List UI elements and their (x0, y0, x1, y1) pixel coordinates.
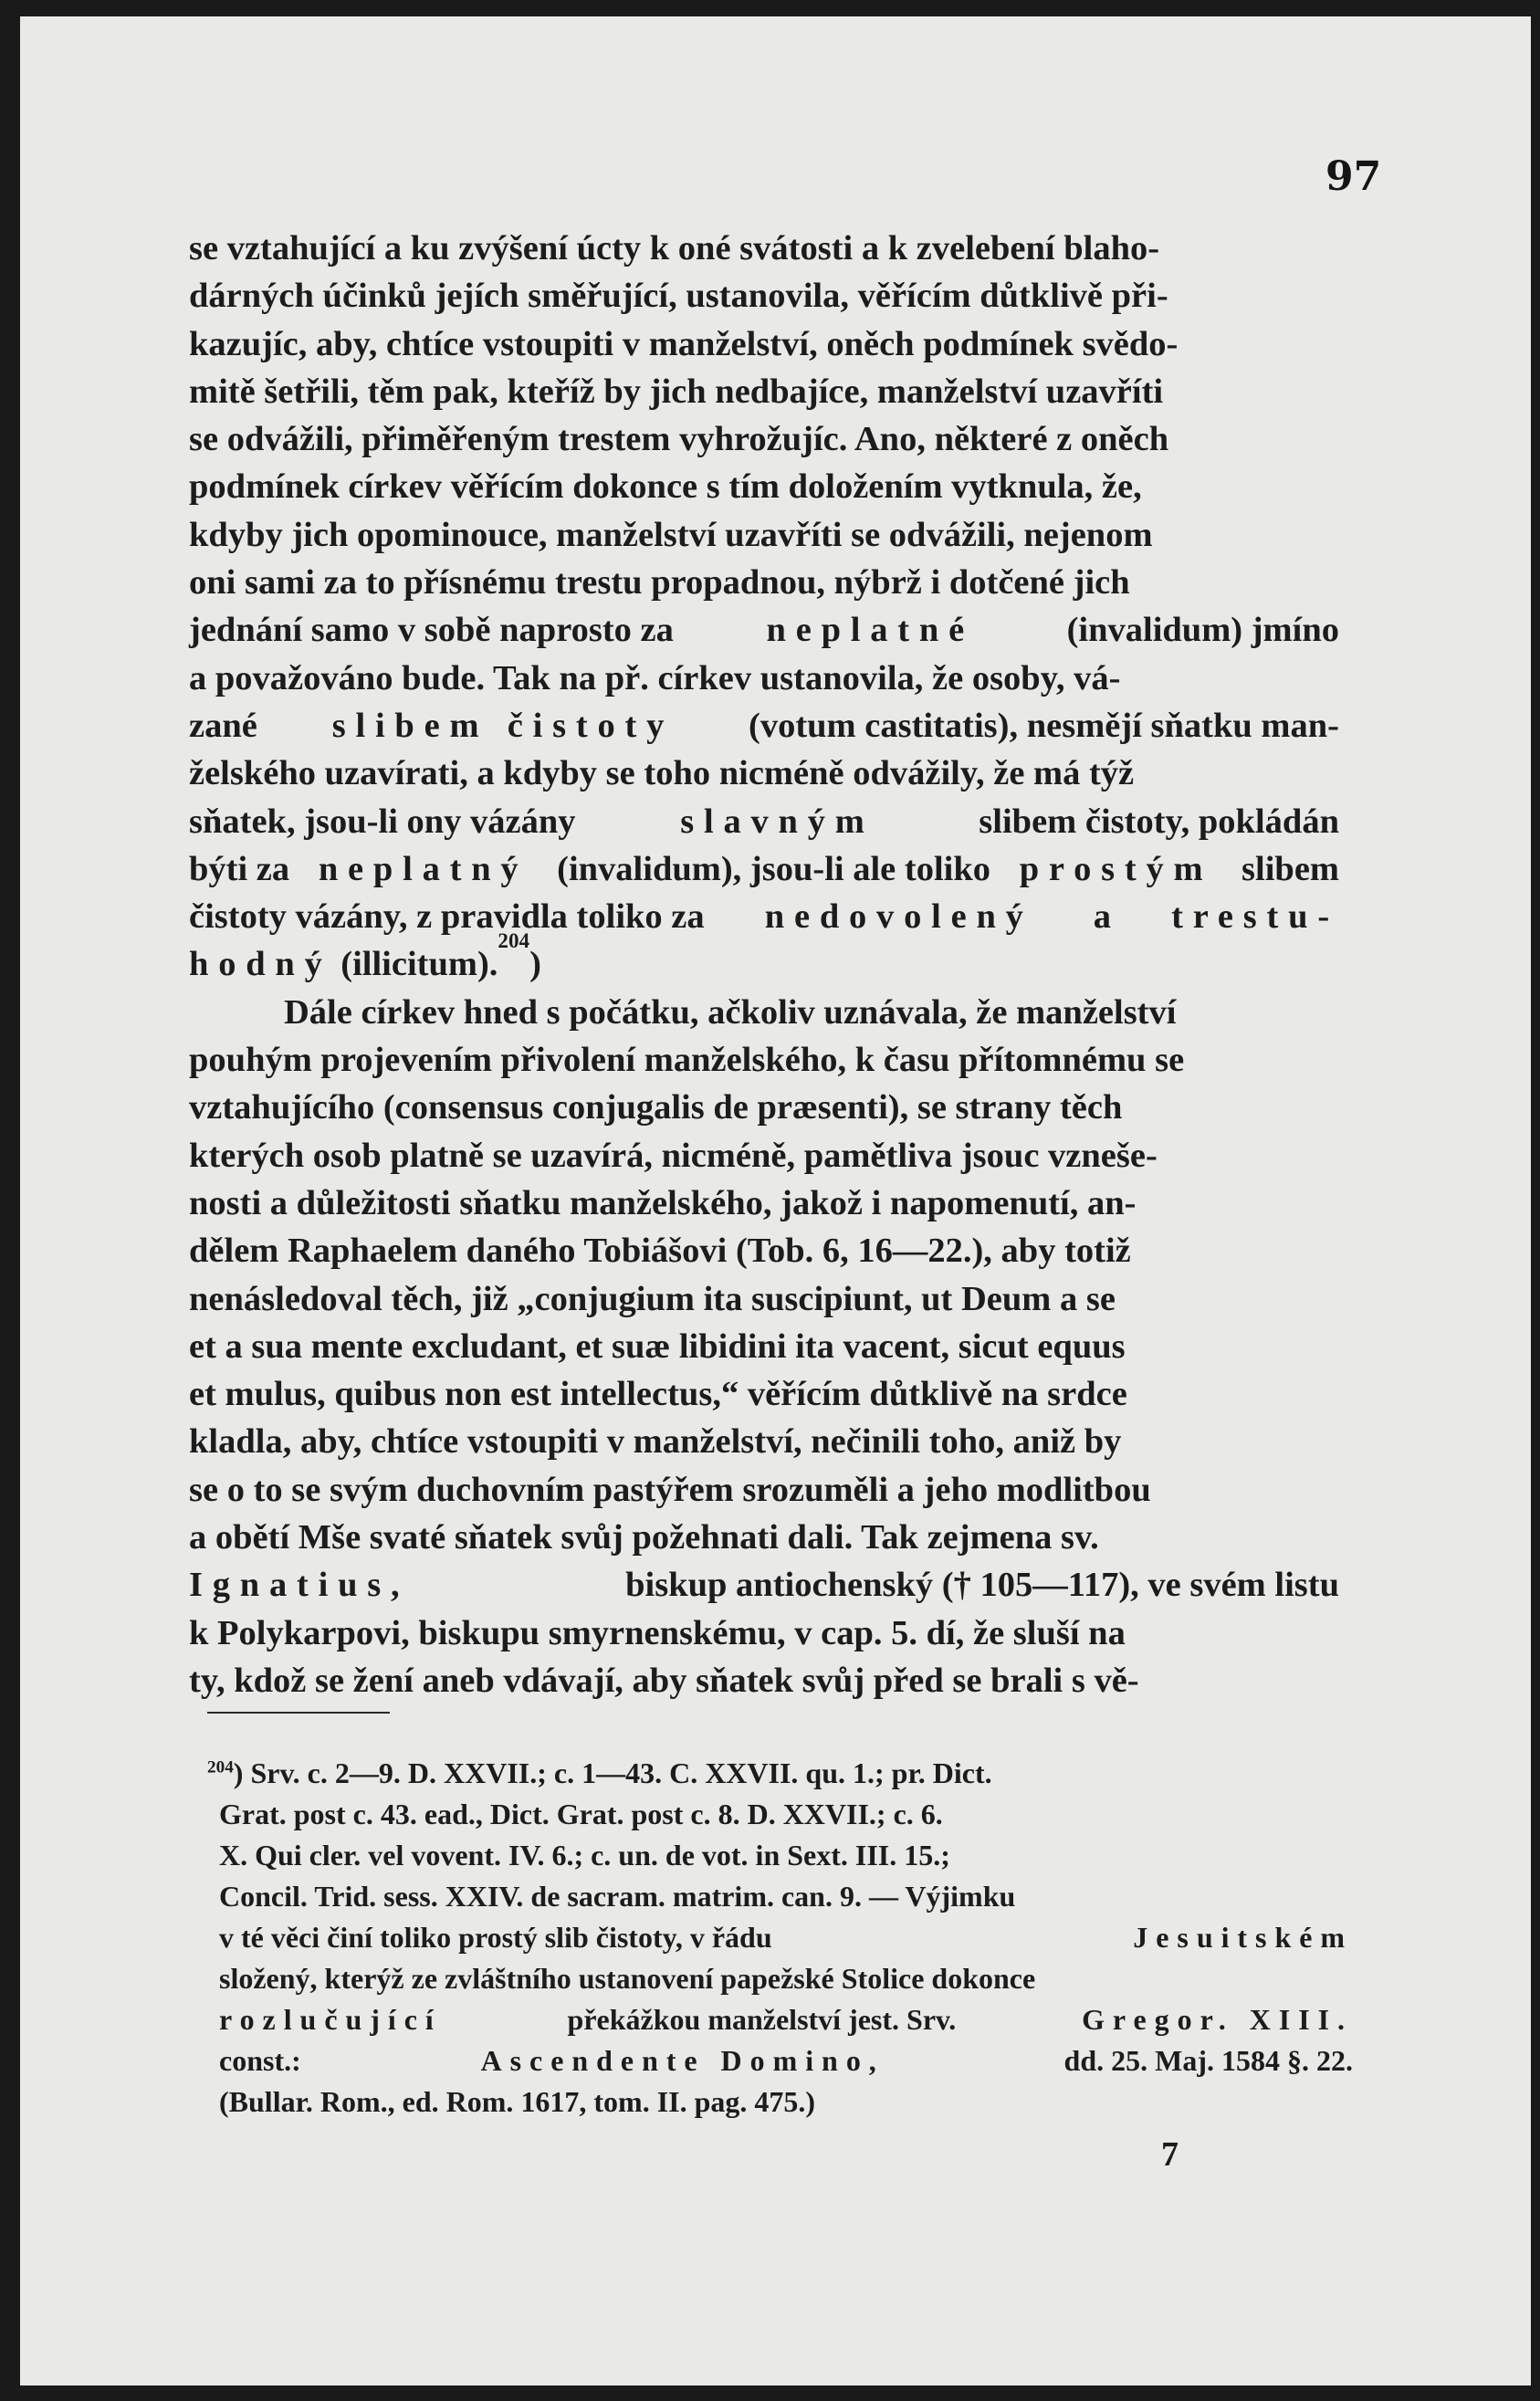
footnote-mark: 204 (207, 1757, 234, 1777)
text-line: jednání samo v sobě naprosto za neplatné (invalidum) jmíno (189, 606, 1339, 654)
spaced-emphasis: neplatný (318, 849, 529, 888)
text-line: vztahujícího (consensus conjugalis de præsenti), se strany těch (189, 1088, 1123, 1127)
spaced-emphasis: nedovolený (764, 897, 1033, 937)
text-line: se odvážili, přiměřeným trestem vyhrožujíc. Ano, některé z oněch (189, 420, 1169, 459)
footnote-line: (Bullar. Rom., ed. Rom. 1617, tom. II. pag. 475.) (219, 2085, 816, 2118)
footnote-line: $^{204}$) Srv. c. 2—9. D. XXVII.; c. 1—43. C. XXVII. qu. 1.; pr. Dict. (207, 1756, 992, 1789)
footnote-line: Concil. Trid. sess. XXIV. de sacram. matrim. can. 9. — Výjimku (219, 1880, 1016, 1913)
spaced-emphasis: Ascendente Domino, (480, 2044, 885, 2077)
text-line: dělem Raphaelem daného Tobiášovi (Tob. 6, 16—22.), aby totiž (189, 1232, 1131, 1271)
text-line: dárných účinků jejích směřující, ustanovila, věřícím důtklivě při- (189, 277, 1168, 316)
text-line: kdyby jich opominouce, manželství uzavříti se odvážili, nejenom (189, 515, 1153, 554)
text-line: kterých osob platně se uzavírá, nicméně, pamětliva jsouc vzneše- (189, 1136, 1158, 1175)
text-line: sňatek, jsou-li ony vázány slavným slibem čistoty, pokládán (189, 798, 1339, 845)
text-line: kladla, aby, chtíce vstoupiti v manželství, nečinili toho, aniž by (189, 1422, 1122, 1462)
book-page (20, 16, 1531, 2385)
spaced-emphasis: trestu- (1171, 897, 1339, 937)
footnote-line: Grat. post c. 43. ead., Dict. Grat. post c. 8. D. XXVII.; c. 6. (219, 1798, 943, 1830)
text-line: podmínek církev věřícím dokonce s tím doložením vytknula, že, (189, 467, 1142, 507)
footnote-line: v té věci činí toliko prostý slib čistoty, v řádu Jesuitském (207, 1917, 1353, 1958)
footnote-line: X. Qui cler. vel vovent. IV. 6.; c. un. de vot. in Sext. III. 15.; (219, 1839, 950, 1872)
footnote-reference: 204 (498, 928, 530, 953)
text-line: nenásledoval těch, již „conjugium ita suscipiunt, ut Deum a se (189, 1279, 1116, 1318)
spaced-emphasis: Ignatius, (189, 1566, 410, 1605)
text-line: oni sami za to přísnému trestu propadnou, nýbrž i dotčené jich (189, 563, 1130, 603)
text-line: ty, kdož se žení aneb vdávají, aby sňatek svůj před se brali s vě- (189, 1661, 1139, 1700)
text-line: pouhým projevením přivolení manželského, k času přítomnému se (189, 1041, 1185, 1080)
text-line: Ignatius, biskup antiochenský († 105—117), ve svém listu (189, 1561, 1339, 1609)
main-text (189, 225, 1339, 1704)
text-line: mitě šetřili, těm pak, kteříž by jich nedbajíce, manželství uzavříti (189, 372, 1164, 411)
text-line: se vztahující a ku zvýšení úcty k oné svátosti a k zvelebení blaho- (189, 229, 1160, 267)
spaced-emphasis: rozlučující (219, 2003, 442, 2036)
signature-mark: 7 (1161, 2135, 1179, 2174)
spaced-emphasis: Gregor. XIII. (1082, 2003, 1353, 2036)
text-line: nosti a důležitosti sňatku manželského, jakož i napomenutí, an- (189, 1183, 1137, 1222)
text-line: čistoty vázány, z pravidla toliko za nedovolený a trestu- (189, 893, 1339, 940)
text-line: zané slibem čistoty (votum castitatis), nesmějí sňatku man- (189, 702, 1339, 750)
text-line: a považováno bude. Tak na př. církev ustanovila, že osoby, vá- (189, 658, 1121, 697)
text-line: et a sua mente excludant, et suæ libidini ita vacent, sicut equus (189, 1326, 1126, 1366)
text-line: Dále církev hned s počátku, ačkoliv uznávala, že manželství (284, 992, 1177, 1032)
spaced-emphasis: Jesuitském (1133, 1921, 1353, 1954)
text-line: et mulus, quibus non est intellectus,“ věřícím důtklivě na srdce (189, 1375, 1127, 1414)
text-line: se o to se svým duchovním pastýřem srozuměli a jeho modlitbou (189, 1470, 1151, 1509)
text-line: k Polykarpovi, biskupu smyrnenskému, v cap. 5. dí, že sluší na (189, 1613, 1126, 1652)
footnote-divider (207, 1712, 390, 1714)
page-number: 97 (1325, 153, 1382, 200)
text-line: želského uzavírati, a kdyby se toho nicméně odvážily, že má týž (189, 754, 1135, 793)
spaced-emphasis: hodný (189, 945, 332, 984)
spaced-emphasis: slibem čistoty (331, 706, 675, 745)
spaced-emphasis: neplatné (766, 611, 974, 650)
footnote-line: složený, kterýž ze zvláštního ustanovení papežské Stolice dokonce (219, 1962, 1036, 1995)
text-line: hodný (illicitum). 204 ) (189, 940, 1339, 988)
text-line: kazujíc, aby, chtíce vstoupiti v manželství, oněch podmínek svědo- (189, 324, 1179, 363)
footnote-line: const.: Ascendente Domino, dd. 25. Maj. 1584 §. 22. (207, 2040, 1353, 2081)
spaced-emphasis: prostým (1019, 849, 1213, 888)
footnote (207, 1753, 1353, 2123)
spaced-emphasis: slavným (680, 802, 875, 841)
footnote-line: rozlučující překážkou manželství jest. Srv. Gregor. XIII. (207, 1999, 1353, 2040)
text-line: býti za neplatný (invalidum), jsou-li ale toliko prostým slibem (189, 845, 1339, 893)
text-line: a obětí Mše svaté sňatek svůj požehnati dali. Tak zejmena sv. (189, 1518, 1099, 1557)
